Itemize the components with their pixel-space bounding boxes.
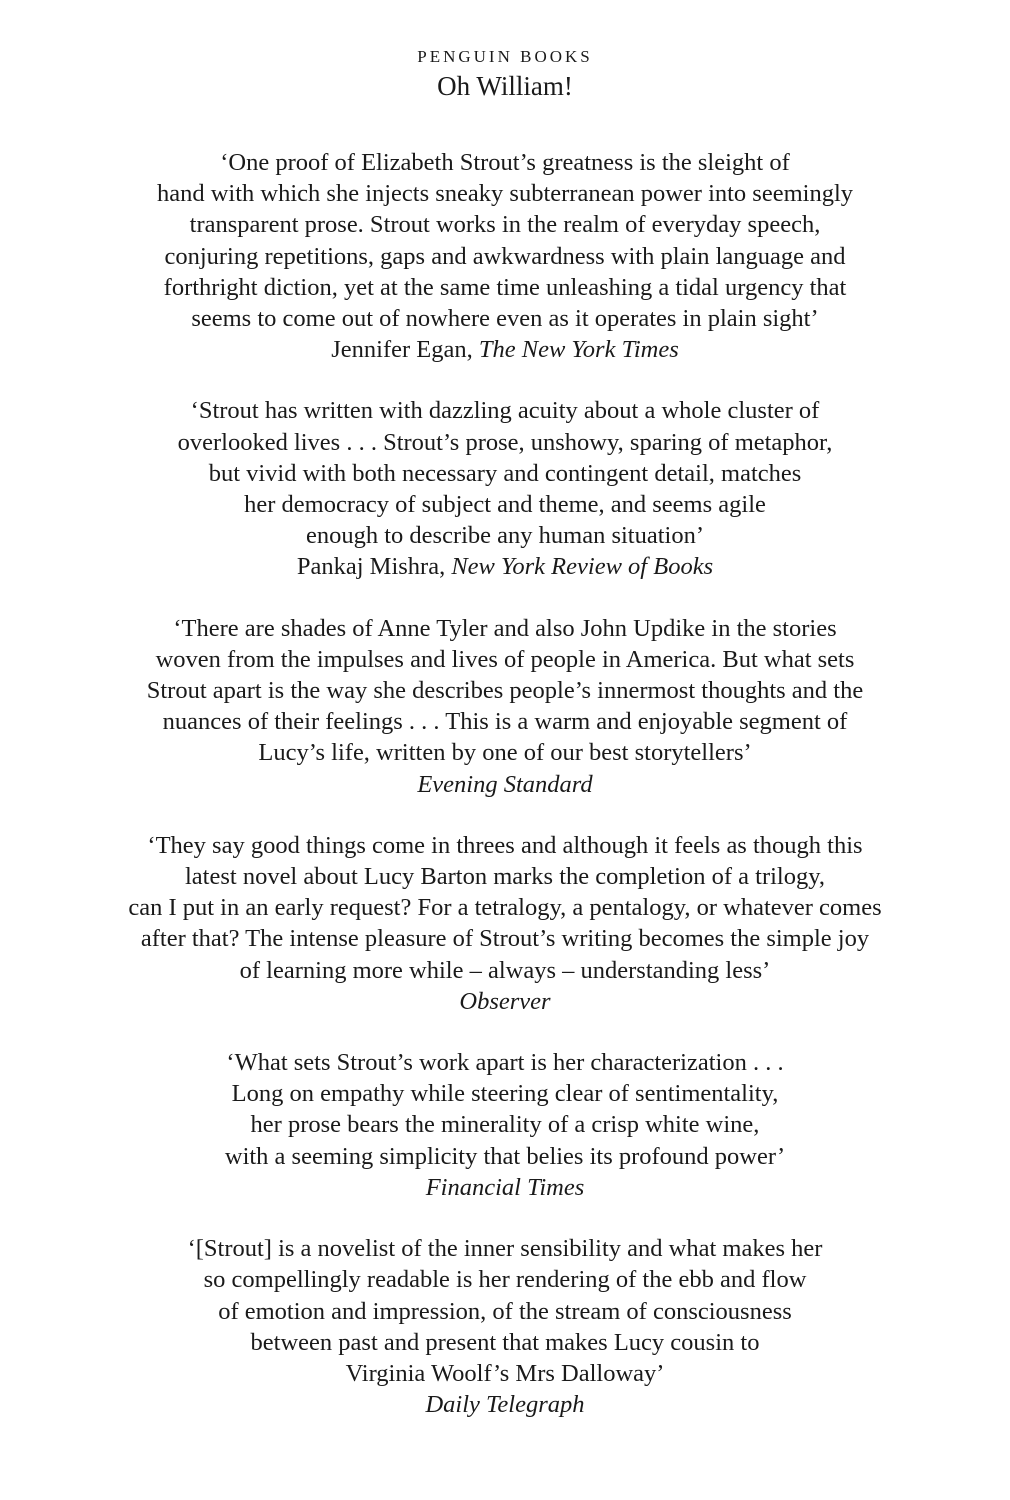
- quote-line: ‘[Strout] is a novelist of the inner sensibility and what makes her: [187, 1235, 823, 1263]
- quote-line: her prose bears the minerality of a crisp white wine,: [250, 1111, 760, 1139]
- quote-attribution: [0, 334, 1010, 365]
- quote-line: of learning more while – always – understanding less’: [239, 956, 771, 984]
- quote-line: conjuring repetitions, gaps and awkwardness with plain language and: [164, 242, 846, 270]
- quote-line: transparent prose. Strout works in the realm of everyday speech,: [189, 211, 821, 239]
- quote-line: Long on empathy while steering clear of sentimentality,: [231, 1080, 779, 1108]
- quote-line: her democracy of subject and theme, and seems agile: [244, 491, 766, 519]
- quote-line: ‘One proof of Elizabeth Strout’s greatness is the sleight of: [220, 149, 790, 176]
- quote-line: Virginia Woolf’s Mrs Dalloway’: [345, 1359, 665, 1387]
- quote-attribution: [0, 769, 1010, 800]
- quote-attribution: [0, 1172, 1010, 1203]
- attribution-author: Jennifer Egan,: [331, 336, 479, 364]
- quote-line: woven from the impulses and lives of people in America. But what sets: [155, 645, 855, 673]
- quote-line: seems to come out of nowhere even as it operates in plain sight’: [191, 305, 819, 333]
- quote-line: ‘They say good things come in threes and although it feels as though this: [147, 831, 863, 859]
- review-quote: [0, 613, 1010, 800]
- attribution-publication: Observer: [459, 987, 551, 1015]
- quote-line: nuances of their feelings . . . This is a warm and enjoyable segment of: [162, 708, 848, 736]
- publisher-name: PENGUIN BOOKS: [417, 47, 593, 66]
- quote-line: latest novel about Lucy Barton marks the completion of a trilogy,: [184, 863, 825, 891]
- quote-line: enough to describe any human situation’: [305, 522, 705, 550]
- quote-attribution: [0, 551, 1010, 582]
- review-quote: [0, 1047, 1010, 1203]
- quote-line: but vivid with both necessary and contingent detail, matches: [208, 459, 802, 487]
- review-quote: [0, 1233, 1010, 1420]
- attribution-publication: The New York Times: [478, 336, 679, 364]
- quote-line: can I put in an early request? For a tetralogy, a pentalogy, or whatever comes: [128, 894, 882, 922]
- review-quote: [0, 147, 1010, 365]
- attribution-publication: Evening Standard: [417, 770, 593, 798]
- quote-line: overlooked lives . . . Strout’s prose, unshowy, sparing of metaphor,: [177, 428, 833, 456]
- quote-line: forthright diction, yet at the same time unleashing a tidal urgency that: [163, 273, 847, 301]
- attribution-publication: New York Review of Books: [451, 553, 714, 581]
- quote-line: ‘What sets Strout’s work apart is her characterization . . .: [226, 1049, 784, 1077]
- quote-line: Strout apart is the way she describes people’s innermost thoughts and the: [146, 677, 864, 705]
- quote-line: after that? The intense pleasure of Strout’s writing becomes the simple joy: [140, 925, 870, 953]
- quote-line: between past and present that makes Lucy cousin to: [250, 1328, 760, 1356]
- quote-attribution: [0, 986, 1010, 1017]
- attribution-publication: Daily Telegraph: [425, 1391, 585, 1419]
- quote-line: of emotion and impression, of the stream of consciousness: [218, 1297, 792, 1325]
- quote-line: with a seeming simplicity that belies its profound power’: [224, 1142, 786, 1170]
- review-quote: [0, 395, 1010, 582]
- quote-line: ‘Strout has written with dazzling acuity about a whole cluster of: [190, 397, 820, 425]
- quote-line: ‘There are shades of Anne Tyler and also John Updike in the stories: [173, 614, 837, 642]
- quote-line: Lucy’s life, written by one of our best storytellers’: [258, 739, 752, 767]
- quote-line: hand with which she injects sneaky subterranean power into seemingly: [156, 180, 854, 208]
- quote-line: so compellingly readable is her rendering of the ebb and flow: [203, 1266, 807, 1294]
- review-quote: [0, 830, 1010, 1017]
- attribution-publication: Financial Times: [425, 1173, 585, 1201]
- attribution-author: Pankaj Mishra,: [296, 553, 452, 581]
- review-quotes: [0, 147, 1010, 1420]
- quote-attribution: [0, 1389, 1010, 1420]
- book-title: Oh William!: [437, 71, 573, 101]
